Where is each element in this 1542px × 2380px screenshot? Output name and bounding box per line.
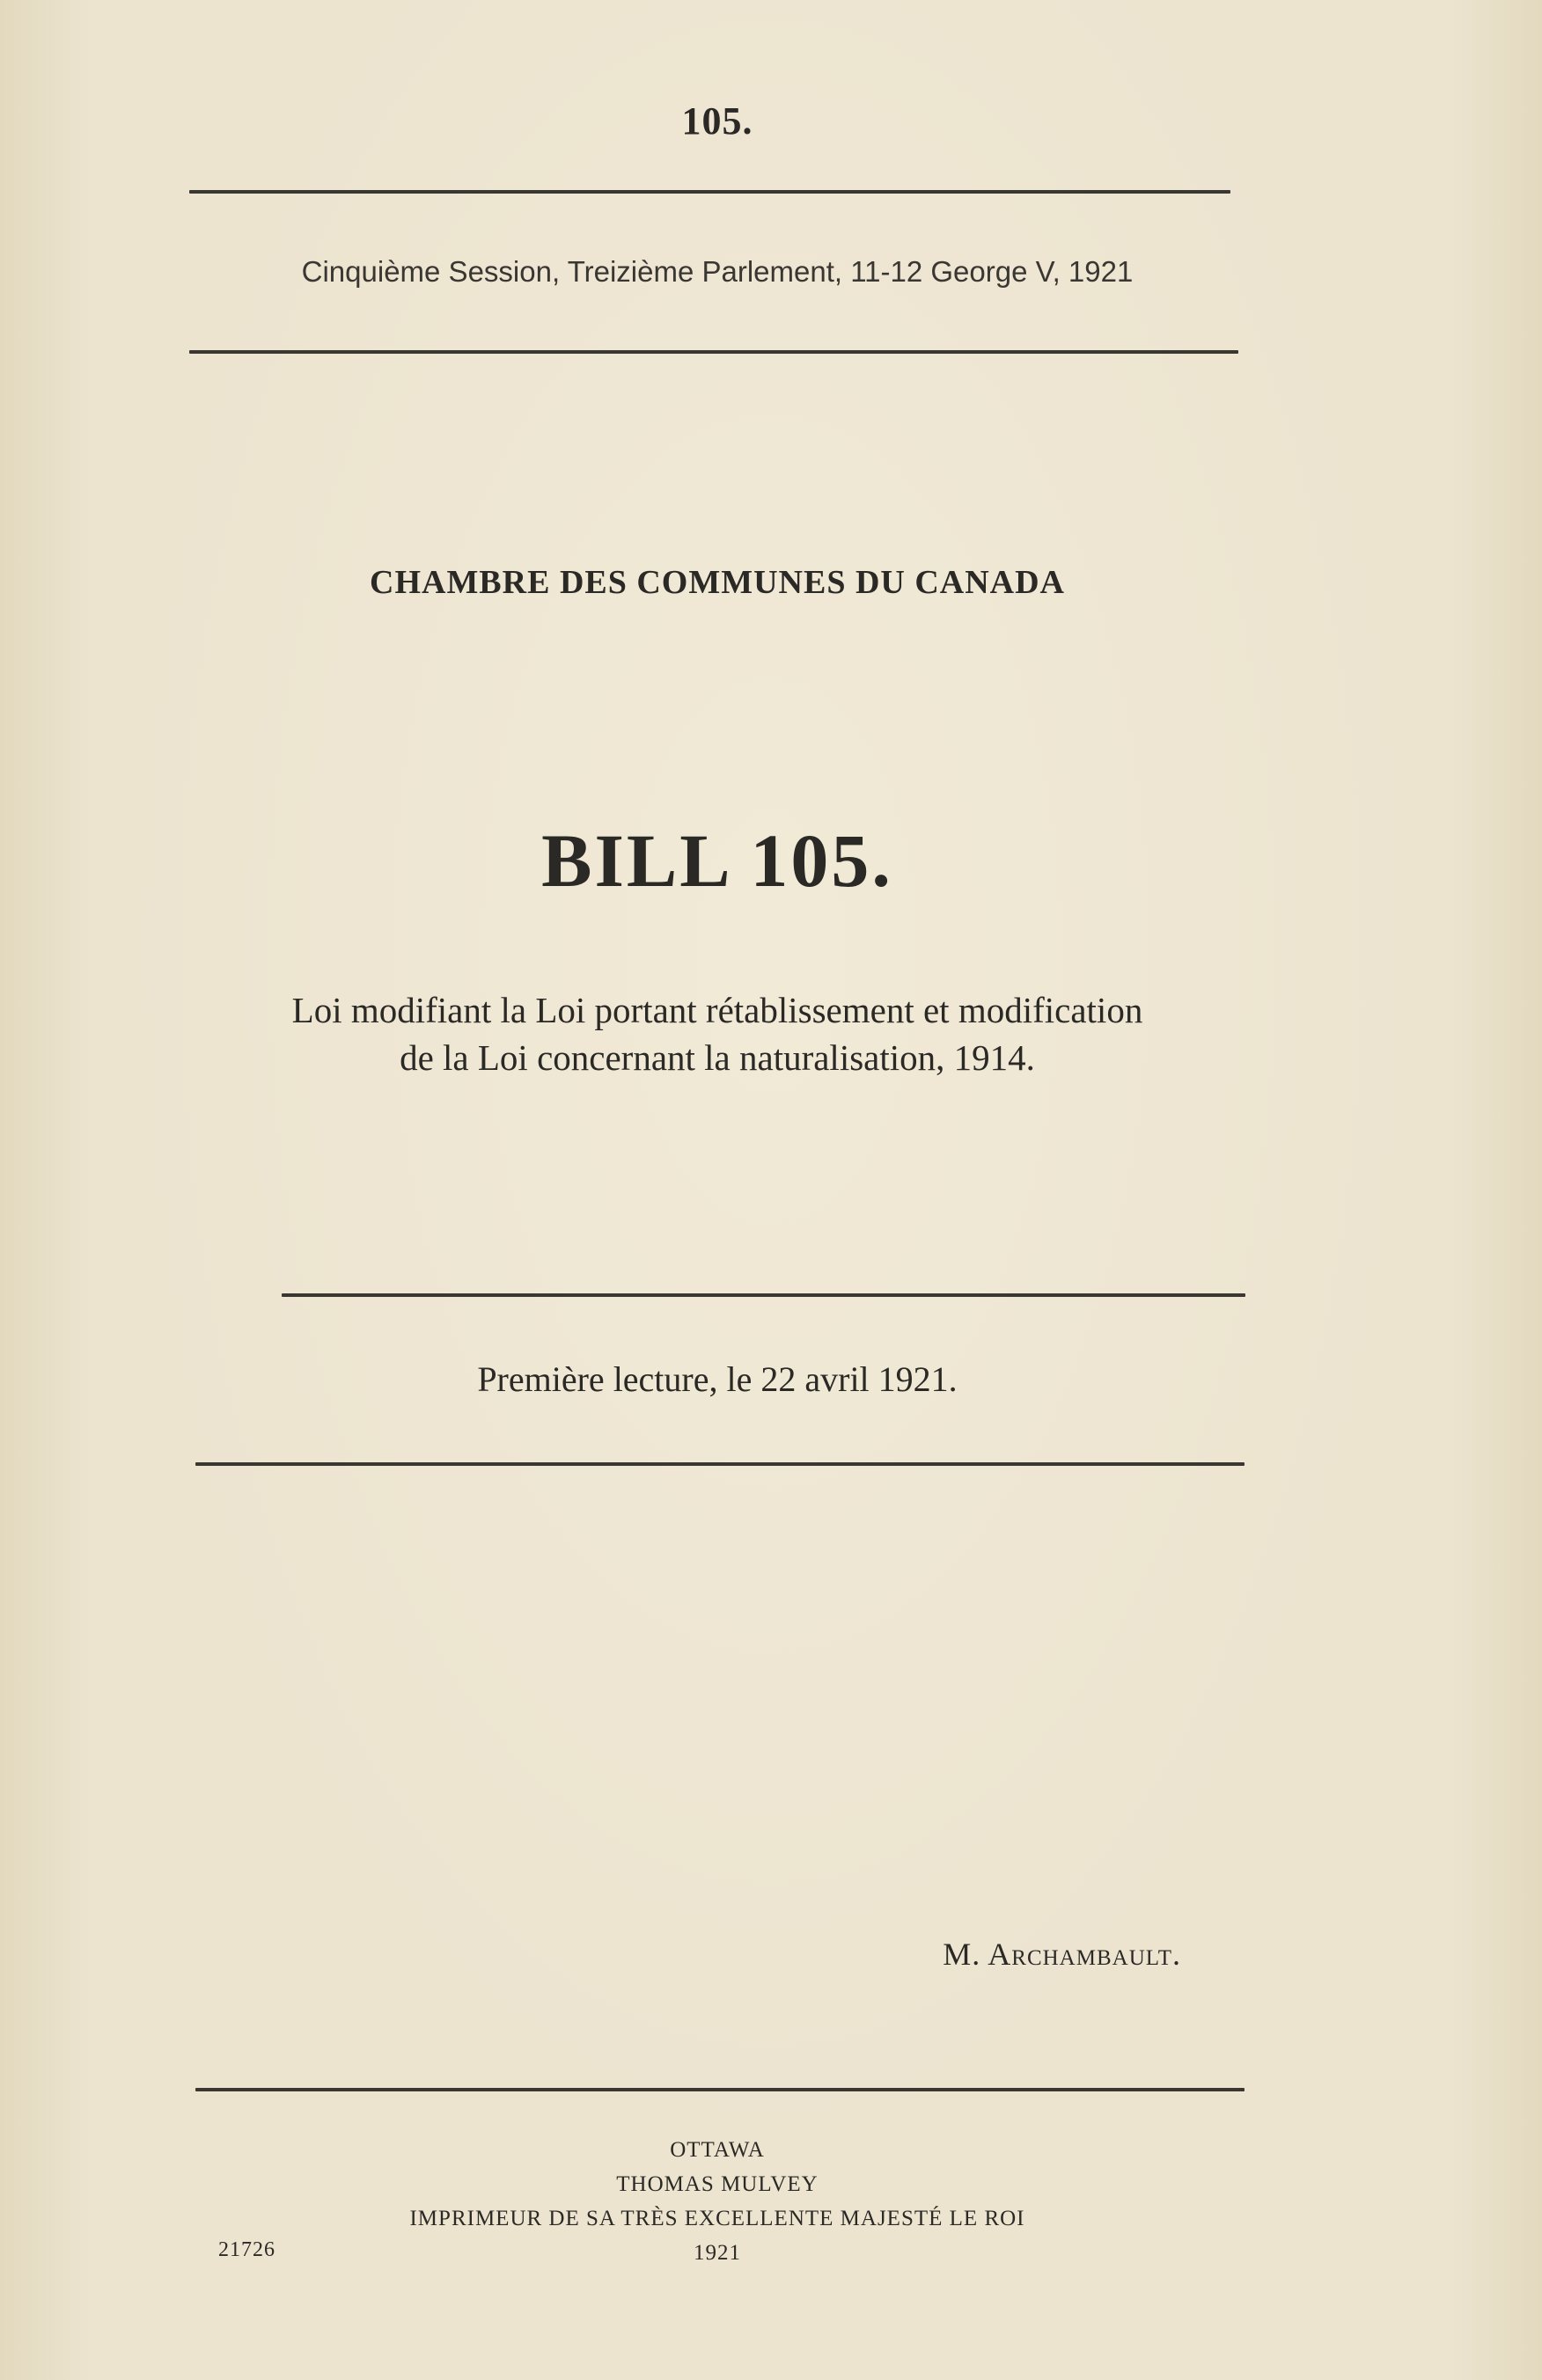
imprint-printer: THOMAS MULVEY — [616, 2172, 819, 2196]
house-name: CHAMBRE DES COMMUNES DU CANADA — [370, 564, 1065, 601]
bill-description-line-2: de la Loi concernant la naturalisation, 1914. — [400, 1037, 1035, 1078]
imprint-year: 1921 — [694, 2241, 741, 2265]
reading-rule — [195, 1462, 1245, 1466]
sponsor-surname: rchambault. — [1011, 1937, 1181, 1972]
imprint-rule — [195, 2088, 1245, 2091]
bill-description-line-1: Loi modifiant la Loi portant rétablissement et modification — [291, 990, 1143, 1030]
description-rule — [282, 1293, 1245, 1297]
session-line: Cinquième Session, Treizième Parlement, 11-12 George V, 1921 — [301, 255, 1134, 288]
sponsor-initial: M. A — [943, 1937, 1012, 1972]
imprint-block — [0, 2133, 1435, 2270]
page-number: 105. — [681, 99, 753, 143]
bill-title: BILL 105. — [541, 818, 893, 903]
first-reading-date: Première lecture, le 22 avril 1921. — [477, 1359, 958, 1399]
imprint-printer-title: IMPRIMEUR DE SA TRÈS EXCELLENTE MAJESTÉ LE ROI — [409, 2207, 1025, 2230]
sponsor-name — [943, 1936, 1181, 1973]
bill-description — [158, 986, 1276, 1081]
job-number: 21726 — [218, 2238, 275, 2261]
imprint-city: OTTAWA — [670, 2138, 765, 2162]
top-rule — [189, 190, 1230, 194]
session-rule — [189, 350, 1238, 354]
